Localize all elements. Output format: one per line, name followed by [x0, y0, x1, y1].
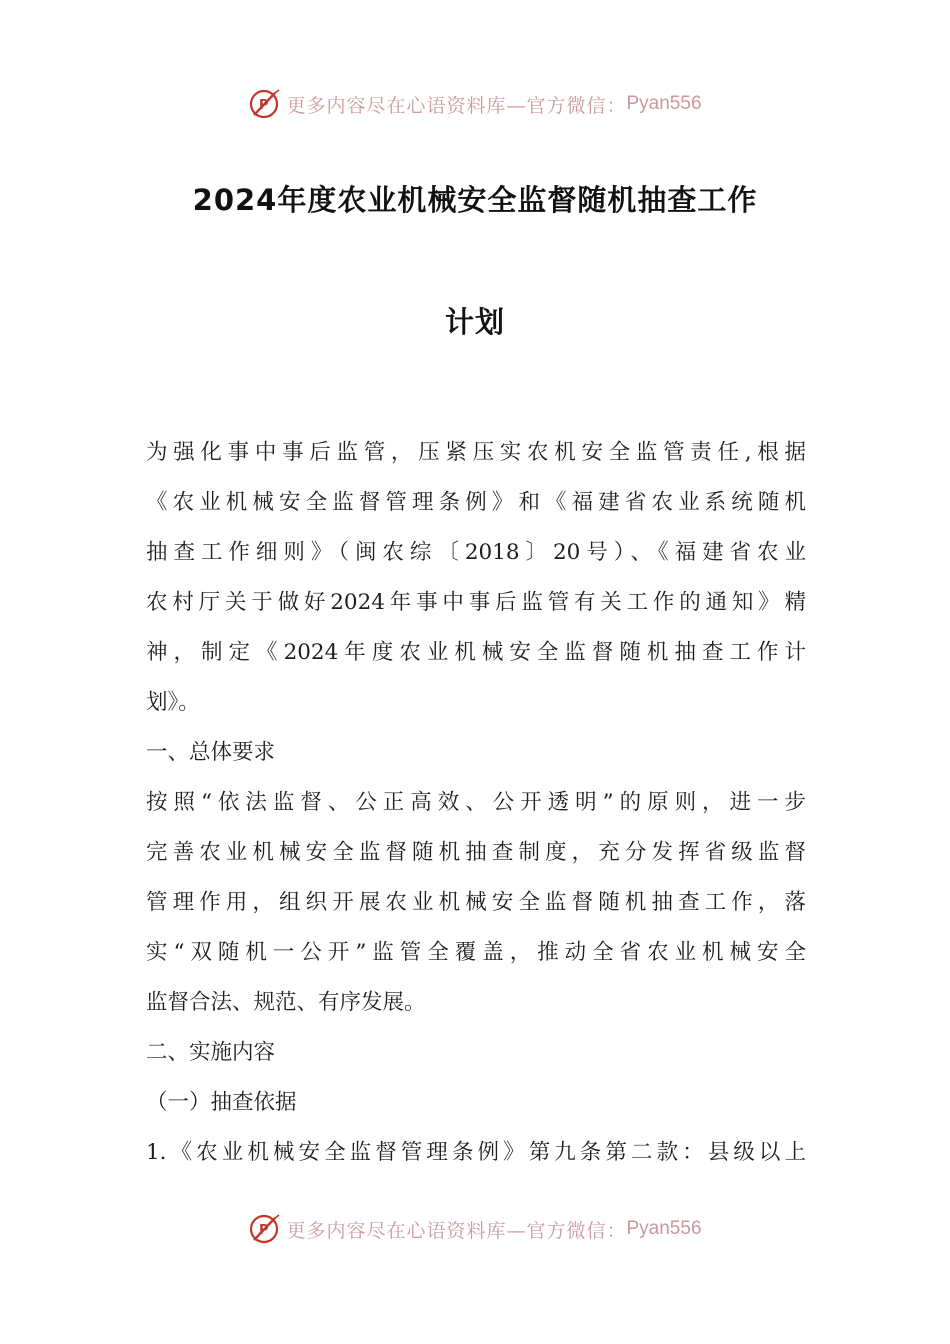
paragraph-line: 神，制定《2024年度农业机械安全监督随机抽查工作计 — [146, 640, 806, 665]
paragraph-line: 实“双随机一公开”监管全覆盖，推动全省农业机械安全 — [146, 940, 806, 965]
svg-text:P: P — [259, 1223, 270, 1238]
paragraph-line: 划》。 — [146, 690, 200, 715]
paragraph-line: 为强化事中事后监管，压紧压实农机安全监管责任,根据 — [146, 440, 806, 465]
quill-logo-icon — [248, 1212, 282, 1246]
document-body — [146, 428, 806, 1178]
svg-text:P: P — [259, 98, 270, 113]
quill-logo-icon — [248, 87, 282, 121]
subsection-heading-basis: （一）抽查依据 — [146, 1090, 297, 1115]
section-heading-implementation: 二、实施内容 — [146, 1040, 276, 1065]
paragraph-line: 监督合法、规范、有序发展。 — [146, 990, 426, 1015]
header-watermark — [0, 86, 950, 122]
list-item-1: 1.《农业机械安全监督管理条例》第九条第二款：县级以上 — [146, 1140, 806, 1165]
watermark-text: 更多内容尽在心语资料库—官方微信： — [286, 94, 627, 117]
footer-watermark — [0, 1211, 950, 1247]
watermark-wechat-id: Pyan556 — [626, 1218, 702, 1239]
paragraph-line: 完善农业机械安全监督随机抽查制度，充分发挥省级监督 — [146, 840, 806, 865]
paragraph-line: 管理作用，组织开展农业机械安全监督随机抽查工作，落 — [146, 890, 806, 915]
document-title-line-2: 计划 — [444, 305, 505, 339]
paragraph-line: 农村厅关于做好2024年事中事后监管有关工作的通知》精 — [146, 590, 806, 615]
document-title-line-1: 2024年度农业机械安全监督随机抽查工作 — [192, 183, 758, 217]
paragraph-line: 按照“依法监督、公正高效、公开透明”的原则，进一步 — [146, 790, 806, 815]
section-heading-general-requirements: 一、总体要求 — [146, 740, 276, 765]
watermark-wechat-id: Pyan556 — [626, 93, 702, 114]
watermark-text: 更多内容尽在心语资料库—官方微信： — [286, 1219, 627, 1242]
paragraph-line: 《农业机械安全监督管理条例》和《福建省农业系统随机 — [146, 490, 806, 515]
paragraph-line: 抽查工作细则》（闽农综〔2018〕20号）、《福建省农业 — [146, 540, 806, 565]
